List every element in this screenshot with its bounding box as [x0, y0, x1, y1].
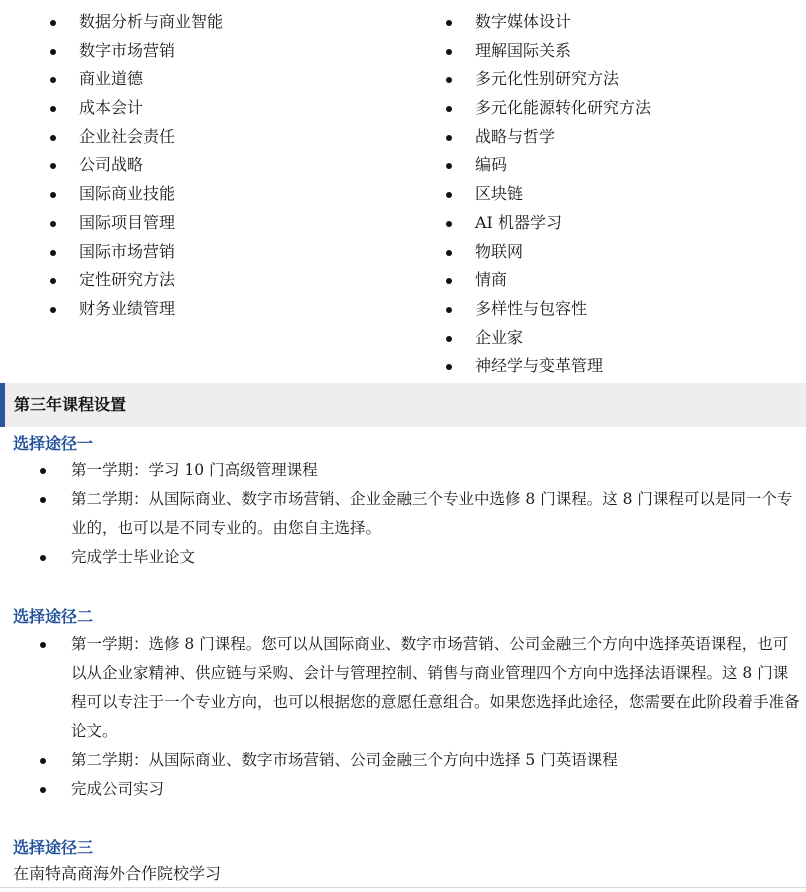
- list-item: AI 机器学习: [446, 209, 651, 238]
- list-item: 理解国际关系: [446, 37, 651, 66]
- list-item: 定性研究方法: [50, 266, 223, 295]
- list-item: 商业道德: [50, 65, 223, 94]
- list-item: 第一学期：学习 10 门高级管理课程: [40, 456, 800, 485]
- course-columns: [0, 8, 806, 380]
- right-course-list: [446, 8, 651, 381]
- list-item: 国际商业技能: [50, 180, 223, 209]
- list-item: 多元化性别研究方法: [446, 65, 651, 94]
- list-item: 完成公司实习: [40, 775, 800, 804]
- path3-text: 在南特高商海外合作院校学习: [13, 864, 222, 883]
- list-item: 财务业绩管理: [50, 295, 223, 324]
- list-item: 数字媒体设计: [446, 8, 651, 37]
- path2-title: 选择途径二: [13, 607, 94, 626]
- path3-title: 选择途径三: [13, 838, 94, 857]
- list-item: 第二学期：从国际商业、数字市场营销、企业金融三个专业中选修 8 门课程。这 8 门课程可以是同一个专业的，也可以是不同专业的。由您自主选择。: [40, 485, 800, 543]
- list-item: 国际项目管理: [50, 209, 223, 238]
- list-item: 国际市场营销: [50, 238, 223, 267]
- path1-list: [40, 456, 800, 572]
- list-item: 公司战略: [50, 151, 223, 180]
- list-item: 第一学期：选修 8 门课程。您可以从国际商业、数字市场营销、公司金融三个方向中选择英语课程，也可以从企业家精神、供应链与采购、会计与管理控制、销售与商业管理四个方向中选择法语课程。这 8 门课程可以专注于一个专业方向，也可以根据您的意愿任意组合。如果您选择此途径，您需要在此阶段着手准备论文。: [40, 630, 800, 746]
- year3-heading: 第三年课程设置: [0, 383, 806, 427]
- path1-title: 选择途径一: [13, 434, 94, 453]
- list-item: 数字市场营销: [50, 37, 223, 66]
- list-item: 情商: [446, 266, 651, 295]
- list-item: 区块链: [446, 180, 651, 209]
- list-item: 多元化能源转化研究方法: [446, 94, 651, 123]
- list-item: 物联网: [446, 238, 651, 267]
- list-item: 多样性与包容性: [446, 295, 651, 324]
- list-item: 战略与哲学: [446, 123, 651, 152]
- list-item: 企业家: [446, 324, 651, 353]
- list-item: 企业社会责任: [50, 123, 223, 152]
- list-item: 第二学期：从国际商业、数字市场营销、公司金融三个方向中选择 5 门英语课程: [40, 746, 800, 775]
- list-item: 编码: [446, 151, 651, 180]
- list-item: 完成学士毕业论文: [40, 543, 800, 572]
- list-item: 成本会计: [50, 94, 223, 123]
- list-item: 神经学与变革管理: [446, 352, 651, 381]
- path2-list: [40, 630, 800, 804]
- list-item: 数据分析与商业智能: [50, 8, 223, 37]
- left-course-list: [50, 8, 223, 324]
- divider: [0, 887, 806, 888]
